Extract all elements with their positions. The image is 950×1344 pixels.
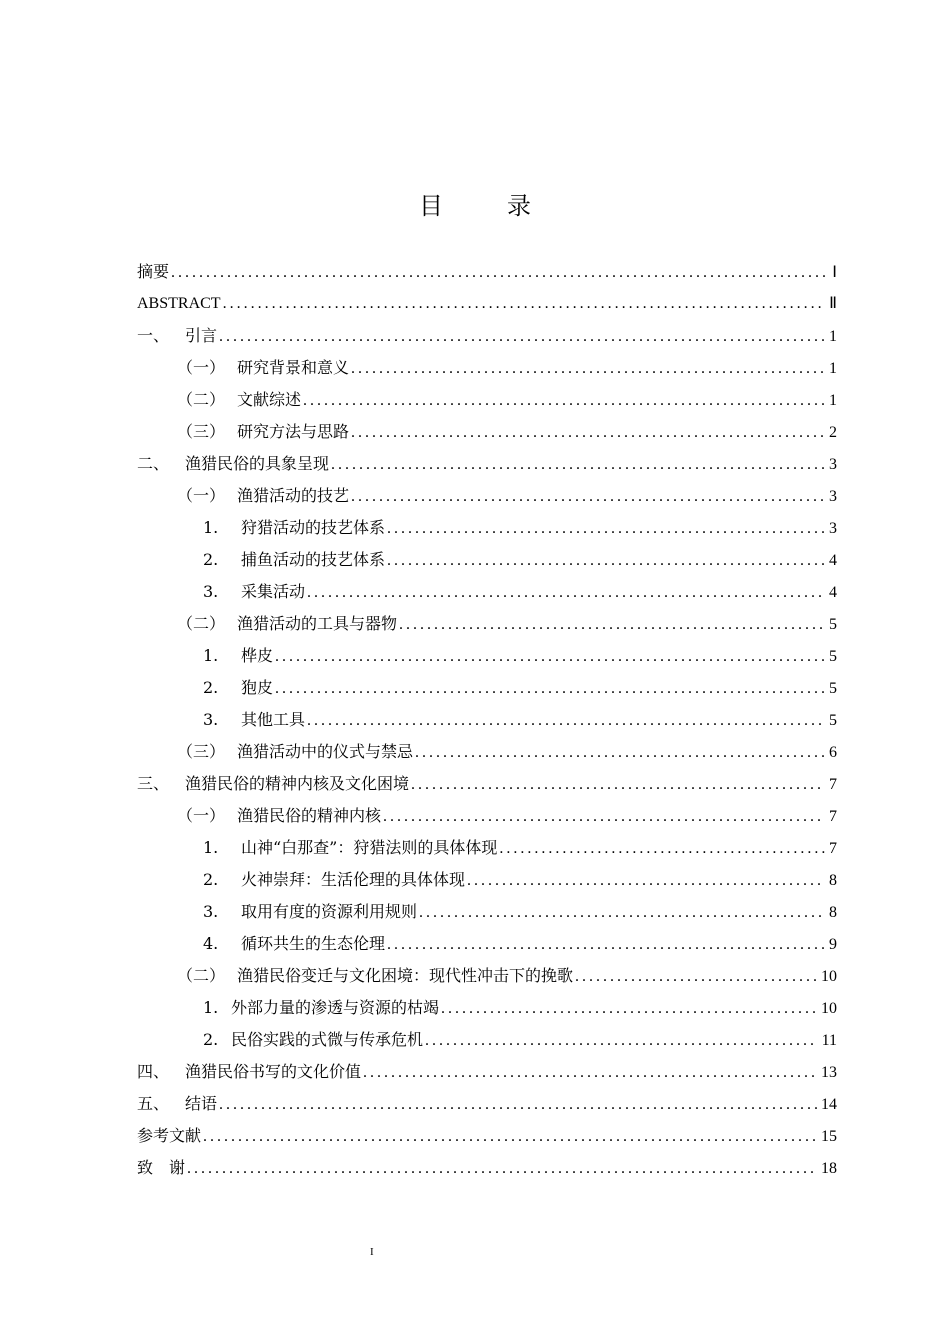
toc-entry-title: 渔猎民俗的具象呈现	[185, 454, 330, 473]
toc-entry-page-number: 10	[821, 968, 837, 985]
dot-leader	[399, 609, 825, 641]
toc-entry-number: 2.	[203, 870, 219, 889]
toc-entry[interactable]	[137, 960, 837, 992]
toc-entry-number: （二）	[177, 614, 226, 633]
toc-entry-number: （三）	[177, 742, 226, 761]
toc-entry-number: 三、	[137, 774, 170, 793]
toc-entry-number: 4.	[203, 934, 219, 953]
dot-leader	[223, 288, 826, 320]
toc-entry-page-number: 7	[829, 776, 837, 793]
dot-leader	[425, 1025, 818, 1057]
toc-entry-number: （二）	[177, 390, 226, 409]
dot-leader	[363, 1057, 817, 1089]
toc-entry[interactable]	[137, 448, 837, 480]
toc-entry[interactable]	[137, 992, 837, 1024]
toc-entry[interactable]	[137, 288, 837, 320]
toc-entry-title: 结语	[185, 1094, 218, 1113]
toc-entry[interactable]	[137, 832, 837, 864]
toc-entry-page-number: 11	[821, 1032, 837, 1049]
toc-entry-number: 五、	[137, 1094, 170, 1113]
toc-entry-title: 桦皮	[241, 646, 274, 665]
dot-leader	[411, 769, 825, 801]
dot-leader	[219, 1089, 817, 1121]
toc-entry-page-number: 10	[821, 1000, 837, 1017]
toc-entry[interactable]	[137, 640, 837, 672]
toc-entry-number: （一）	[177, 806, 226, 825]
toc-entry-number: （三）	[177, 422, 226, 441]
toc-entry-page-number: 1	[829, 392, 837, 409]
toc-entry[interactable]	[137, 768, 837, 800]
toc-entry[interactable]	[137, 1152, 837, 1184]
toc-entry[interactable]	[137, 1088, 837, 1120]
table-of-contents	[137, 256, 837, 1184]
toc-entry-page-number: 7	[829, 808, 837, 825]
toc-entry[interactable]	[137, 480, 837, 512]
toc-entry-number: （一）	[177, 486, 226, 505]
toc-entry-title: 渔猎民俗的精神内核	[237, 806, 382, 825]
toc-entry[interactable]	[137, 544, 837, 576]
toc-entry-page-number: 3	[829, 456, 837, 473]
dot-leader	[499, 833, 825, 865]
dot-leader	[275, 673, 825, 705]
toc-entry[interactable]	[137, 928, 837, 960]
toc-entry-title: 渔猎活动中的仪式与禁忌	[237, 742, 414, 761]
toc-entry-title: 循环共生的生态伦理	[241, 934, 386, 953]
dot-leader	[219, 321, 825, 353]
toc-entry-page-number: 5	[829, 712, 837, 729]
dot-leader	[275, 641, 825, 673]
dot-leader	[419, 897, 825, 929]
toc-entry-page-number: 1	[829, 328, 837, 345]
toc-entry[interactable]	[137, 256, 837, 288]
dot-leader	[203, 1121, 817, 1153]
toc-entry-page-number: 8	[829, 904, 837, 921]
dot-leader	[307, 577, 825, 609]
dot-leader	[575, 961, 817, 993]
dot-leader	[351, 353, 825, 385]
toc-entry-title: 捕鱼活动的技艺体系	[241, 550, 386, 569]
toc-entry-page-number: 7	[829, 840, 837, 857]
dot-leader	[415, 737, 825, 769]
toc-entry-number: 1.	[203, 998, 219, 1017]
toc-entry-number: 四、	[137, 1062, 170, 1081]
toc-entry-page-number: 4	[829, 552, 837, 569]
toc-entry-title: 外部力量的渗透与资源的枯竭	[231, 998, 440, 1017]
toc-entry-page-number: Ⅱ	[829, 295, 837, 312]
toc-entry-number: （一）	[177, 358, 226, 377]
toc-entry-page-number: 4	[829, 584, 837, 601]
dot-leader	[303, 385, 825, 417]
toc-entry-page-number: 13	[821, 1064, 837, 1081]
toc-entry-title: 取用有度的资源利用规则	[241, 902, 418, 921]
toc-entry-title: 文献综述	[237, 390, 302, 409]
page-title: 目 录	[419, 192, 551, 220]
toc-entry-number: 1.	[203, 646, 219, 665]
dot-leader	[383, 801, 825, 833]
toc-entry-title: 火神崇拜：生活伦理的具体体现	[241, 870, 466, 889]
toc-entry[interactable]	[137, 512, 837, 544]
dot-leader	[187, 1153, 817, 1185]
toc-entry[interactable]	[137, 800, 837, 832]
toc-entry-title: 渔猎民俗的精神内核及文化困境	[185, 774, 410, 793]
toc-entry-page-number: 9	[829, 936, 837, 953]
toc-entry-number: 1.	[203, 838, 219, 857]
toc-entry-page-number: 6	[829, 744, 837, 761]
toc-entry-title: 狍皮	[241, 678, 274, 697]
dot-leader	[387, 513, 825, 545]
toc-entry-title: 摘要	[137, 262, 170, 281]
toc-entry-title: ABSTRACT	[137, 295, 221, 312]
toc-entry-number: 3.	[203, 902, 219, 921]
toc-entry[interactable]	[137, 416, 837, 448]
toc-entry-title: 采集活动	[241, 582, 306, 601]
dot-leader	[307, 705, 825, 737]
page-number-footer: I	[370, 1246, 374, 1258]
toc-entry-number: （二）	[177, 966, 226, 985]
dot-leader	[171, 257, 828, 289]
toc-entry-title: 渔猎民俗变迁与文化困境：现代性冲击下的挽歌	[237, 966, 574, 985]
toc-entry-page-number: 14	[821, 1096, 837, 1113]
toc-entry[interactable]	[137, 704, 837, 736]
toc-entry-number: 2.	[203, 1030, 219, 1049]
toc-entry-title: 研究背景和意义	[237, 358, 350, 377]
toc-entry-title: 研究方法与思路	[237, 422, 350, 441]
dot-leader	[351, 417, 825, 449]
toc-entry-title: 狩猎活动的技艺体系	[241, 518, 386, 537]
toc-entry-page-number: 3	[829, 488, 837, 505]
toc-entry[interactable]	[137, 352, 837, 384]
toc-entry[interactable]	[137, 672, 837, 704]
toc-entry[interactable]	[137, 576, 837, 608]
toc-entry[interactable]	[137, 736, 837, 768]
toc-entry[interactable]	[137, 864, 837, 896]
toc-entry-title: 山神“白那查”：狩猎法则的具体体现	[241, 838, 498, 857]
toc-entry-title: 引言	[185, 326, 218, 345]
dot-leader	[467, 865, 825, 897]
toc-entry-title: 参考文献	[137, 1126, 202, 1145]
toc-entry-title: 致 谢	[137, 1158, 186, 1177]
dot-leader	[441, 993, 817, 1025]
toc-entry-title: 渔猎活动的技艺	[237, 486, 350, 505]
toc-entry-page-number: 1	[829, 360, 837, 377]
toc-entry-page-number: 3	[829, 520, 837, 537]
toc-entry-page-number: 2	[829, 424, 837, 441]
toc-entry-number: 1.	[203, 518, 219, 537]
toc-entry-title: 渔猎活动的工具与器物	[237, 614, 398, 633]
toc-entry[interactable]	[137, 1024, 837, 1056]
toc-entry[interactable]	[137, 384, 837, 416]
toc-entry-page-number: 5	[829, 680, 837, 697]
toc-entry-number: 二、	[137, 454, 170, 473]
toc-entry[interactable]	[137, 608, 837, 640]
toc-entry-number: 2.	[203, 678, 219, 697]
toc-entry-number: 3.	[203, 710, 219, 729]
toc-entry-title: 渔猎民俗书写的文化价值	[185, 1062, 362, 1081]
dot-leader	[331, 449, 825, 481]
dot-leader	[387, 545, 825, 577]
toc-entry-title: 其他工具	[241, 710, 306, 729]
toc-entry-title: 民俗实践的式微与传承危机	[231, 1030, 424, 1049]
toc-entry-page-number: 18	[821, 1160, 837, 1177]
toc-entry-page-number: Ⅰ	[832, 264, 837, 281]
toc-entry[interactable]	[137, 896, 837, 928]
toc-entry-page-number: 15	[821, 1128, 837, 1145]
toc-entry-page-number: 5	[829, 616, 837, 633]
toc-entry-number: 3.	[203, 582, 219, 601]
dot-leader	[387, 929, 825, 961]
toc-entry-page-number: 8	[829, 872, 837, 889]
toc-entry[interactable]	[137, 1120, 837, 1152]
dot-leader	[351, 481, 825, 513]
toc-entry-page-number: 5	[829, 648, 837, 665]
toc-entry[interactable]	[137, 320, 837, 352]
toc-entry-number: 2.	[203, 550, 219, 569]
toc-entry[interactable]	[137, 1056, 837, 1088]
toc-entry-number: 一、	[137, 326, 170, 345]
